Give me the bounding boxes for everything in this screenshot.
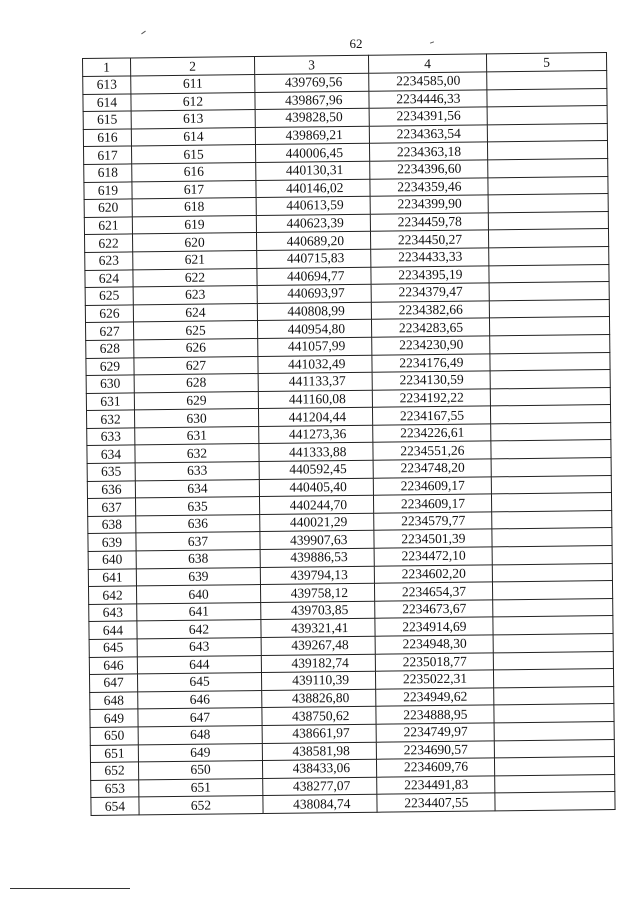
cell-note [492, 546, 612, 565]
cell-point-number: 635 [87, 463, 135, 481]
cell-x-coordinate: 439703,85 [261, 601, 375, 620]
cell-note [491, 458, 611, 477]
column-header-2: 2 [131, 57, 255, 76]
cell-note [490, 370, 610, 389]
cell-previous-number: 624 [133, 303, 257, 322]
cell-previous-number: 632 [135, 444, 259, 463]
cell-point-number: 615 [83, 111, 131, 129]
cell-point-number: 629 [86, 357, 134, 375]
cell-point-number: 640 [88, 551, 136, 569]
cell-point-number: 649 [90, 709, 138, 727]
cell-previous-number: 644 [137, 655, 261, 674]
cell-previous-number: 643 [137, 638, 261, 657]
cell-previous-number: 625 [134, 321, 258, 340]
cell-y-coordinate: 2234602,20 [374, 565, 492, 584]
cell-x-coordinate: 439769,56 [255, 73, 369, 92]
cell-point-number: 623 [85, 252, 133, 270]
cell-x-coordinate: 439794,13 [260, 566, 374, 585]
cell-point-number: 652 [90, 762, 138, 780]
cell-y-coordinate: 2234363,54 [369, 125, 487, 144]
cell-x-coordinate: 440130,31 [256, 161, 370, 180]
cell-point-number: 638 [88, 516, 136, 534]
cell-previous-number: 650 [138, 761, 262, 780]
scan-speck [141, 31, 146, 35]
cell-y-coordinate: 2234609,76 [376, 758, 494, 777]
cell-note [489, 264, 609, 283]
column-header-3: 3 [254, 55, 368, 74]
cell-x-coordinate: 439886,53 [260, 548, 374, 567]
cell-previous-number: 629 [134, 391, 258, 410]
cell-point-number: 626 [85, 305, 133, 323]
cell-point-number: 636 [87, 481, 135, 499]
cell-x-coordinate: 440146,02 [256, 179, 370, 198]
cell-y-coordinate: 2234914,69 [375, 617, 493, 636]
cell-x-coordinate: 440808,99 [257, 302, 371, 321]
cell-point-number: 637 [88, 498, 136, 516]
cell-y-coordinate: 2235018,77 [375, 652, 493, 671]
cell-x-coordinate: 441204,44 [258, 408, 372, 427]
cell-point-number: 644 [89, 621, 137, 639]
cell-previous-number: 645 [137, 673, 261, 692]
cell-x-coordinate: 440244,70 [259, 495, 373, 514]
cell-note [487, 123, 607, 142]
cell-point-number: 641 [88, 569, 136, 587]
cell-x-coordinate: 440405,40 [259, 478, 373, 497]
cell-note [488, 211, 608, 230]
cell-previous-number: 631 [135, 426, 259, 445]
cell-point-number: 642 [88, 586, 136, 604]
cell-note [489, 246, 609, 265]
cell-note [492, 581, 612, 600]
cell-y-coordinate: 2234176,49 [372, 353, 490, 372]
cell-previous-number: 612 [131, 92, 255, 111]
cell-previous-number: 642 [137, 620, 261, 639]
cell-point-number: 628 [86, 340, 134, 358]
cell-point-number: 622 [85, 234, 133, 252]
column-header-4: 4 [368, 54, 486, 73]
cell-x-coordinate: 438581,98 [262, 742, 376, 761]
cell-y-coordinate: 2234450,27 [370, 230, 488, 249]
cell-previous-number: 652 [139, 796, 263, 815]
cell-point-number: 651 [90, 744, 138, 762]
cell-previous-number: 638 [136, 550, 260, 569]
cell-point-number: 627 [86, 322, 134, 340]
cell-point-number: 617 [84, 146, 132, 164]
cell-note [493, 651, 613, 670]
cell-x-coordinate: 439321,41 [261, 619, 375, 638]
cell-point-number: 620 [84, 199, 132, 217]
cell-point-number: 647 [89, 674, 137, 692]
cell-x-coordinate: 438433,06 [262, 759, 376, 778]
cell-y-coordinate: 2234391,56 [369, 107, 487, 126]
cell-previous-number: 633 [135, 462, 259, 481]
cell-x-coordinate: 439907,63 [260, 531, 374, 550]
cell-note [488, 229, 608, 248]
cell-x-coordinate: 440715,83 [257, 249, 371, 268]
cell-note [487, 71, 607, 90]
cell-previous-number: 613 [131, 110, 255, 129]
cell-note [495, 792, 615, 811]
cell-y-coordinate: 2234888,95 [376, 705, 494, 724]
cell-point-number: 624 [85, 269, 133, 287]
cell-point-number: 621 [84, 217, 132, 235]
cell-note [493, 634, 613, 653]
cell-previous-number: 615 [132, 145, 256, 164]
cell-point-number: 619 [84, 182, 132, 200]
cell-note [492, 563, 612, 582]
cell-previous-number: 636 [136, 514, 260, 533]
cell-x-coordinate: 439110,39 [261, 671, 375, 690]
cell-previous-number: 626 [134, 338, 258, 357]
cell-previous-number: 648 [138, 725, 262, 744]
cell-y-coordinate: 2234396,60 [370, 160, 488, 179]
cell-previous-number: 647 [138, 708, 262, 727]
cell-point-number: 631 [86, 393, 134, 411]
cell-note [490, 387, 610, 406]
cell-y-coordinate: 2234501,39 [374, 529, 492, 548]
cell-x-coordinate: 438084,74 [263, 795, 377, 814]
cell-previous-number: 649 [138, 743, 262, 762]
cell-x-coordinate: 439828,50 [255, 108, 369, 127]
cell-point-number: 625 [85, 287, 133, 305]
cell-previous-number: 641 [137, 602, 261, 621]
footer-rule [10, 888, 130, 889]
cell-x-coordinate: 439867,96 [255, 91, 369, 110]
cell-previous-number: 651 [139, 778, 263, 797]
cell-y-coordinate: 2234673,67 [375, 600, 493, 619]
cell-y-coordinate: 2234283,65 [371, 318, 489, 337]
cell-previous-number: 640 [136, 585, 260, 604]
cell-x-coordinate: 439267,48 [261, 636, 375, 655]
cell-point-number: 639 [88, 533, 136, 551]
cell-note [488, 159, 608, 178]
cell-point-number: 648 [90, 692, 138, 710]
cell-note [491, 440, 611, 459]
cell-previous-number: 634 [135, 479, 259, 498]
cell-note [493, 616, 613, 635]
cell-previous-number: 614 [131, 127, 255, 146]
cell-y-coordinate: 2234551,26 [373, 441, 491, 460]
cell-y-coordinate: 2234609,17 [373, 494, 491, 513]
cell-point-number: 634 [87, 445, 135, 463]
cell-note [491, 422, 611, 441]
cell-y-coordinate: 2234654,37 [374, 582, 492, 601]
cell-y-coordinate: 2234359,46 [370, 177, 488, 196]
cell-previous-number: 646 [138, 690, 262, 709]
cell-x-coordinate: 438277,07 [263, 777, 377, 796]
cell-y-coordinate: 2234459,78 [370, 213, 488, 232]
cell-y-coordinate: 2235022,31 [375, 670, 493, 689]
column-header-5: 5 [486, 53, 606, 72]
coordinates-table-container [82, 52, 621, 816]
cell-x-coordinate: 440592,45 [259, 460, 373, 479]
cell-y-coordinate: 2234363,18 [369, 142, 487, 161]
cell-previous-number: 623 [133, 286, 257, 305]
cell-x-coordinate: 438826,80 [262, 689, 376, 708]
cell-point-number: 653 [91, 780, 139, 798]
cell-previous-number: 627 [134, 356, 258, 375]
cell-note [487, 106, 607, 125]
cell-point-number: 632 [87, 410, 135, 428]
cell-point-number: 618 [84, 164, 132, 182]
column-header-1: 1 [83, 58, 131, 77]
cell-note [494, 686, 614, 705]
cell-note [494, 757, 614, 776]
cell-y-coordinate: 2234230,90 [372, 336, 490, 355]
cell-previous-number: 620 [133, 233, 257, 252]
cell-y-coordinate: 2234446,33 [369, 90, 487, 109]
cell-y-coordinate: 2234399,90 [370, 195, 488, 214]
cell-x-coordinate: 440006,45 [255, 144, 369, 163]
cell-y-coordinate: 2234491,83 [377, 776, 495, 795]
cell-y-coordinate: 2234379,47 [371, 283, 489, 302]
cell-point-number: 616 [83, 129, 131, 147]
cell-y-coordinate: 2234749,97 [376, 723, 494, 742]
cell-point-number: 646 [89, 657, 137, 675]
cell-note [494, 721, 614, 740]
cell-point-number: 633 [87, 428, 135, 446]
cell-x-coordinate: 441160,08 [258, 390, 372, 409]
cell-point-number: 614 [83, 94, 131, 112]
cell-previous-number: 639 [136, 567, 260, 586]
cell-note [491, 475, 611, 494]
cell-x-coordinate: 439182,74 [261, 654, 375, 673]
cell-point-number: 613 [83, 76, 131, 94]
cell-x-coordinate: 441273,36 [259, 425, 373, 444]
cell-previous-number: 622 [133, 268, 257, 287]
cell-x-coordinate: 439869,21 [255, 126, 369, 145]
cell-x-coordinate: 441032,49 [258, 355, 372, 374]
cell-x-coordinate: 440613,59 [256, 196, 370, 215]
cell-note [492, 510, 612, 529]
cell-note [490, 405, 610, 424]
cell-note [487, 141, 607, 160]
cell-x-coordinate: 439758,12 [260, 583, 374, 602]
cell-note [491, 493, 611, 512]
cell-previous-number: 630 [134, 409, 258, 428]
cell-previous-number: 618 [132, 198, 256, 217]
cell-x-coordinate: 438750,62 [262, 707, 376, 726]
cell-y-coordinate: 2234948,30 [375, 635, 493, 654]
cell-note [489, 282, 609, 301]
cell-y-coordinate: 2234472,10 [374, 547, 492, 566]
cell-y-coordinate: 2234192,22 [372, 389, 490, 408]
cell-previous-number: 619 [132, 215, 256, 234]
cell-note [492, 528, 612, 547]
cell-y-coordinate: 2234690,57 [376, 740, 494, 759]
cell-note [490, 352, 610, 371]
cell-y-coordinate: 2234949,62 [376, 688, 494, 707]
cell-x-coordinate: 440693,97 [257, 284, 371, 303]
cell-previous-number: 611 [131, 75, 255, 94]
cell-note [490, 334, 610, 353]
cell-x-coordinate: 440954,80 [257, 320, 371, 339]
cell-y-coordinate: 2234748,20 [373, 459, 491, 478]
cell-x-coordinate: 441133,37 [258, 372, 372, 391]
cell-y-coordinate: 2234395,19 [371, 265, 489, 284]
cell-y-coordinate: 2234382,66 [371, 301, 489, 320]
cell-y-coordinate: 2234130,59 [372, 371, 490, 390]
cell-x-coordinate: 438661,97 [262, 724, 376, 743]
cell-previous-number: 617 [132, 180, 256, 199]
page-number: 62 [349, 36, 363, 51]
cell-point-number: 650 [90, 727, 138, 745]
cell-note [494, 739, 614, 758]
cell-previous-number: 635 [135, 497, 259, 516]
cell-y-coordinate: 2234609,17 [373, 477, 491, 496]
cell-note [489, 299, 609, 318]
cell-x-coordinate: 440694,77 [257, 267, 371, 286]
cell-previous-number: 616 [132, 163, 256, 182]
cell-x-coordinate: 440623,39 [256, 214, 370, 233]
cell-point-number: 645 [89, 639, 137, 657]
cell-y-coordinate: 2234407,55 [377, 793, 495, 812]
cell-note [494, 704, 614, 723]
cell-point-number: 643 [89, 604, 137, 622]
cell-y-coordinate: 2234585,00 [369, 72, 487, 91]
cell-y-coordinate: 2234226,61 [373, 424, 491, 443]
cell-x-coordinate: 441057,99 [258, 337, 372, 356]
cell-previous-number: 621 [133, 250, 257, 269]
coordinates-table [82, 52, 616, 816]
cell-note [487, 88, 607, 107]
cell-point-number: 654 [91, 797, 139, 815]
cell-y-coordinate: 2234167,55 [372, 406, 490, 425]
cell-previous-number: 628 [134, 374, 258, 393]
cell-note [493, 598, 613, 617]
cell-point-number: 630 [86, 375, 134, 393]
cell-note [488, 176, 608, 195]
cell-x-coordinate: 441333,88 [259, 443, 373, 462]
cell-x-coordinate: 440689,20 [256, 232, 370, 251]
cell-note [495, 774, 615, 793]
cell-note [493, 669, 613, 688]
cell-y-coordinate: 2234579,77 [374, 512, 492, 531]
cell-note [489, 317, 609, 336]
cell-x-coordinate: 440021,29 [260, 513, 374, 532]
cell-previous-number: 637 [136, 532, 260, 551]
cell-note [488, 194, 608, 213]
table-body [83, 71, 615, 816]
cell-y-coordinate: 2234433,33 [371, 248, 489, 267]
